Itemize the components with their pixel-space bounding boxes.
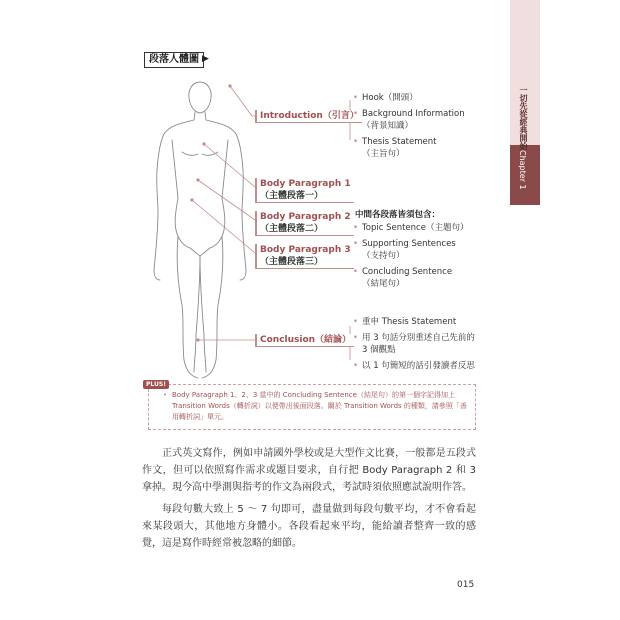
middle-point: • Supporting Sentences （支持句） [353, 238, 503, 262]
chapter-number: Chapter 1 [518, 150, 527, 190]
conclusion-point: • 以 1 句簡短的話引發讀者反思 [353, 360, 503, 372]
middle-point: • Topic Sentence（主題句） [353, 222, 503, 234]
intro-point: • Hook（開頭） [353, 92, 503, 104]
plus-note-text: • Body Paragraph 1、2、3 當中的 Concluding Sentence（結尾句）的第一個字記得加上 Transition Words（轉折詞）以便帶出後面段落。關於 Transition Words 的種類，請參照「善用轉折詞」單元。 [163, 391, 467, 421]
label-body-paragraph-1 [255, 178, 354, 203]
page-number: 015 [457, 580, 475, 590]
label-bp3-title: Body Paragraph 3 [260, 245, 351, 255]
label-bp1-sub: （主體段落一） [260, 191, 324, 201]
middle-point: • Concluding Sentence （結尾句） [353, 266, 503, 290]
label-bp2-sub: （主體段落二） [260, 224, 324, 234]
section-label: 段落人體圖 [144, 52, 204, 68]
chapter-tab [510, 0, 540, 205]
middle-heading: 中間各段落皆須包含： [355, 210, 441, 220]
body-paragraph-1: 正式英文寫作，例如申請國外學校或是大型作文比賽，一般都是五段式作文，但可以依照寫作需求或題目要求，自行把 Body Paragraph 2 和 3 拿掉。現今高中學測與指考的作文為兩段式，考試時須依照應試說明作答。 [142, 448, 476, 493]
label-introduction [255, 110, 362, 123]
conclusion-points [353, 316, 503, 372]
label-body-paragraph-3 [255, 244, 354, 269]
middle-points [353, 222, 503, 290]
intro-point: • Background Information （背景知識） [353, 108, 503, 132]
label-bp2-title: Body Paragraph 2 [260, 212, 351, 222]
label-body-paragraph-2 [255, 211, 354, 236]
intro-points [353, 92, 503, 160]
label-bp3-sub: （主體段落三） [260, 257, 324, 267]
label-introduction-title: Introduction（引言） [260, 111, 359, 121]
conclusion-point: • 用 3 句話分別重述自己先前的 3 個觀點 [353, 332, 503, 356]
label-conclusion [255, 334, 354, 347]
chapter-title: 一切先從經典開始 [519, 86, 528, 150]
label-conclusion-title: Conclusion（結論） [260, 335, 352, 345]
label-bp1-title: Body Paragraph 1 [260, 179, 351, 189]
figure-outline [154, 82, 246, 378]
section-arrow-icon: ▶ [202, 54, 209, 64]
plus-tag: PLUS! [143, 380, 169, 389]
body-paragraph-2: 每段句數大致上 5 ～ 7 句即可，盡量做到每段句數平均，才不會看起來某段頭大，其他地方身體小。各段看起來平均，能給讀者整齊一致的感覺，這是寫作時經常被忽略的細節。 [142, 504, 476, 549]
plus-bullet-icon: • [163, 391, 168, 399]
intro-point: • Thesis Statement （主旨句） [353, 136, 503, 160]
conclusion-point: • 重申 Thesis Statement [353, 316, 503, 328]
